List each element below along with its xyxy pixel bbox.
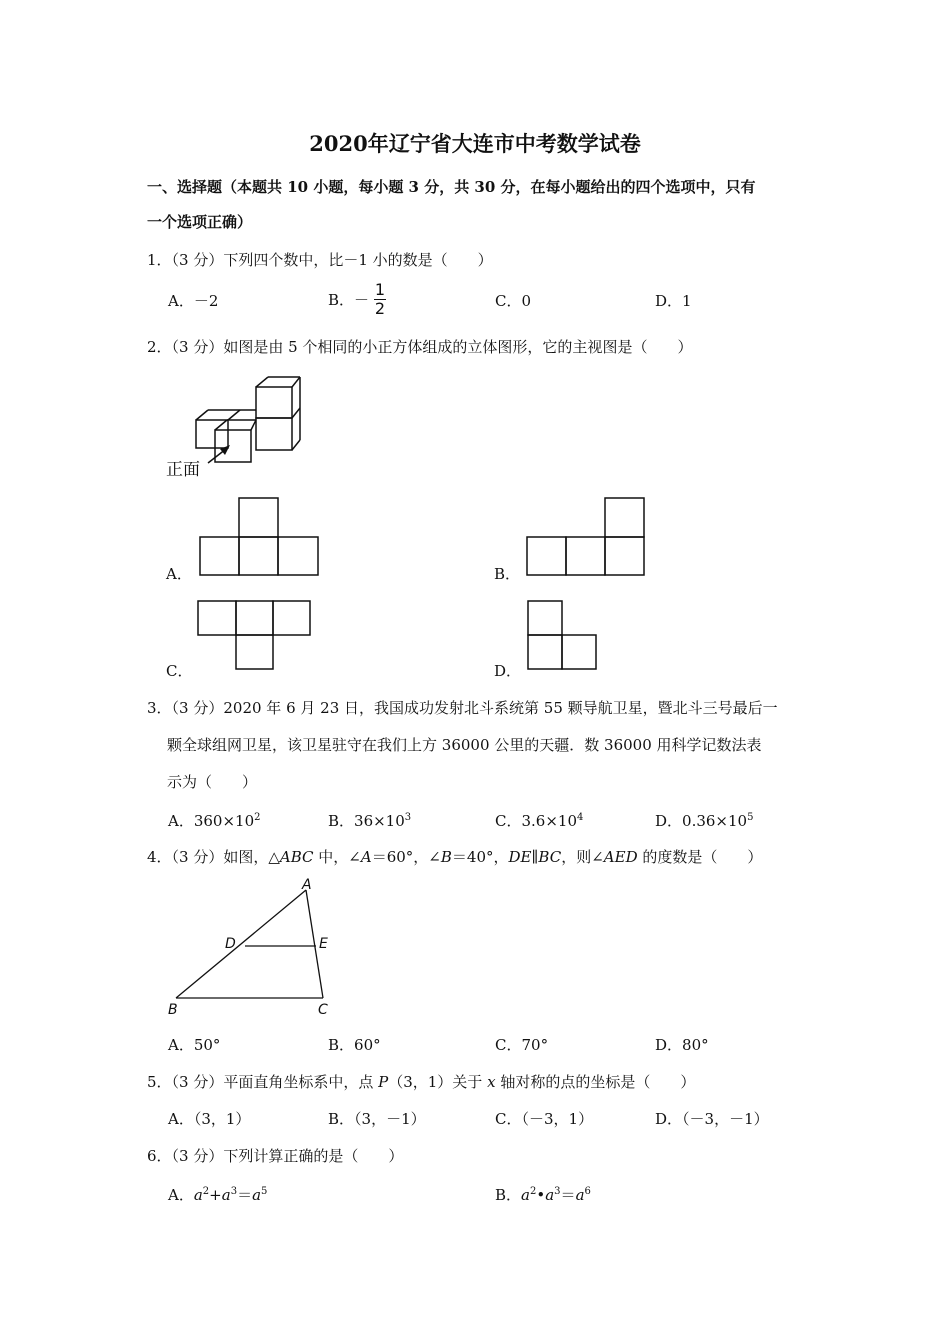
q4-stem-part6: ，则∠: [561, 848, 604, 866]
q1-stem: 1．（3 分）下列四个数中，比－1 小的数是（ ）: [147, 251, 493, 269]
q4-stem-a: A: [360, 848, 372, 866]
q4-label-b: B: [168, 1002, 178, 1018]
q3-option-b-base: B．36×10: [328, 812, 405, 830]
q2-option-a-figure: [199, 497, 321, 577]
q1-option-b-fraction: [374, 281, 386, 318]
q3-option-a-exp: 2: [254, 812, 261, 823]
q6-b-a2: a: [545, 1186, 555, 1204]
q4-option-c: C．70°: [495, 1036, 549, 1054]
q1-option-b: [328, 281, 386, 318]
a-bottom-left: [200, 537, 239, 575]
q5-stem: [147, 1071, 695, 1092]
q1-option-c: C．0: [495, 292, 532, 310]
page-title: 2020年辽宁省大连市中考数学试卷: [309, 131, 641, 156]
q3-line3: 示为（ ）: [167, 773, 258, 791]
q5-stem-x: x: [487, 1073, 496, 1091]
q2-option-d-figure: [527, 600, 599, 672]
section-heading-line1: 一、选择题（本题共 10 小题，每小题 3 分，共 30 分，在每小题给出的四个选项中，只有: [147, 178, 756, 196]
q6-b-a3: a: [575, 1186, 585, 1204]
q1-option-a: A．－2: [168, 292, 219, 310]
q6-a-a3: a: [252, 1186, 262, 1204]
cube-back-1-top3: [228, 410, 240, 420]
q5-option-d: D．（－3，－1）: [655, 1110, 769, 1128]
q6-b-e2: 3: [554, 1186, 561, 1197]
cube-tower-bottom: [256, 418, 292, 450]
q4-stem-part1: 4．（3 分）如图，△: [147, 848, 280, 866]
q6-b-e3: 6: [584, 1186, 591, 1197]
q2-option-c-label: C．: [166, 662, 193, 680]
q6-b-eq: ＝: [560, 1186, 576, 1204]
b-bottom-mid: [566, 537, 605, 575]
q5-stem-p: P: [378, 1073, 389, 1091]
b-bottom-right: [605, 537, 644, 575]
q5-option-b: B．（3，－1）: [328, 1110, 426, 1128]
q4-label-d: D: [225, 936, 236, 952]
q6-a-e1: 2: [202, 1186, 210, 1197]
c-bottom-mid: [236, 635, 273, 669]
b-top-square: [605, 498, 644, 537]
q4-stem-aed: AED: [603, 848, 638, 866]
q6-a-plus: +: [209, 1186, 222, 1204]
q4-stem-part3: ＝60°，∠: [371, 848, 441, 866]
q6-a-a2: a: [221, 1186, 231, 1204]
q6-b-dot: •: [536, 1186, 546, 1204]
section-heading-line2: 一个选项正确）: [147, 213, 253, 231]
q4-stem-abc: ABC: [279, 848, 314, 866]
q2-option-b-figure: [526, 497, 648, 577]
cube-tower-top-edge1: [256, 377, 268, 387]
q3-option-d-exp: 5: [747, 812, 754, 823]
q6-option-a: [168, 1184, 267, 1205]
q3-option-b-exp: 3: [404, 812, 412, 823]
d-bottom-left: [528, 635, 562, 669]
d-bottom-right: [562, 635, 596, 669]
q4-option-d: D．80°: [655, 1036, 709, 1054]
q6-a-e2: 3: [230, 1186, 238, 1197]
q3-option-b: [328, 810, 411, 831]
q6-a-eq: ＝: [237, 1186, 253, 1204]
q4-stem-part4: ＝40°，: [451, 848, 509, 866]
q6-a-label: A．: [168, 1186, 194, 1204]
c-top-left: [198, 601, 236, 635]
q6-b-label: B．: [495, 1186, 522, 1204]
q2-option-a-label: A．: [166, 565, 192, 583]
q2-stem: 2．（3 分）如图是由 5 个相同的小正方体组成的立体图形，它的主视图是（ ）: [147, 338, 693, 356]
q6-b-a1: a: [521, 1186, 530, 1204]
q3-option-d-base: D．0.36×10: [655, 812, 748, 830]
q3-option-d: [655, 810, 753, 831]
a-bottom-right: [278, 537, 318, 575]
a-bottom-mid: [239, 537, 278, 575]
cube-tower-top-edge3: [292, 377, 300, 387]
q1-option-b-numerator: 1: [374, 280, 385, 299]
cube-back-1-top: [196, 410, 208, 420]
q4-stem-part7: 的度数是（ ）: [637, 848, 763, 866]
q4-option-b: B．60°: [328, 1036, 381, 1054]
q3-option-c-base: C．3.6×10: [495, 812, 577, 830]
q4-stem-de: DE: [508, 848, 532, 866]
q4-stem-bc: BC: [538, 848, 562, 866]
d-top-left: [528, 601, 562, 635]
a-top-square: [239, 498, 278, 537]
cube-tower-side-bottom: [292, 440, 300, 450]
b-bottom-left: [527, 537, 566, 575]
q2-front-label: 正面: [166, 460, 200, 480]
c-top-right: [273, 601, 310, 635]
q1-option-b-denominator: 2: [374, 299, 385, 318]
q3-option-c: [495, 810, 583, 831]
q6-option-b: [495, 1184, 591, 1205]
q6-stem: 6．（3 分）下列计算正确的是（ ）: [147, 1147, 404, 1165]
q3-option-a: [168, 810, 261, 831]
cube-front: [215, 430, 251, 462]
q3-line1: 3．（3 分）2020 年 6 月 23 日，我国成功发射北斗系统第 55 颗导航卫星，暨北斗三号最后一: [147, 699, 778, 717]
c-top-mid: [236, 601, 273, 635]
front-arrow-head: [220, 445, 230, 455]
q5-option-c: C．（－3，1）: [495, 1110, 594, 1128]
q2-option-b-label: B．: [494, 565, 521, 583]
q6-a-a1: a: [193, 1186, 203, 1204]
q5-option-a: A．（3，1）: [168, 1110, 251, 1128]
q2-option-d-label: D．: [494, 662, 522, 680]
q4-label-c: C: [318, 1002, 328, 1018]
q3-option-a-base: A．360×10: [168, 812, 255, 830]
side-ab: [176, 890, 306, 998]
q6-b-e1: 2: [529, 1186, 537, 1197]
q4-stem-part2: 中，∠: [313, 848, 361, 866]
q3-option-c-exp: 4: [577, 812, 584, 823]
q4-label-a: A: [302, 877, 312, 893]
q4-triangle-figure: [165, 878, 345, 1018]
q5-stem-part1: 5．（3 分）平面直角坐标系中，点: [147, 1073, 379, 1091]
cube-back-1: [196, 420, 228, 448]
q4-stem: [147, 846, 762, 867]
q4-stem-part5: ∥: [531, 848, 539, 866]
q4-option-a: A．50°: [168, 1036, 221, 1054]
cube-tower-top: [256, 387, 292, 418]
q6-a-e3: 5: [261, 1186, 268, 1197]
cube-front-top-left: [215, 420, 227, 430]
q2-option-c-figure: [197, 600, 313, 672]
q1-option-b-prefix: B．－: [328, 291, 370, 309]
q4-stem-b: B: [440, 848, 452, 866]
q5-stem-part3: 轴对称的点的坐标是（ ）: [495, 1073, 696, 1091]
q4-label-e: E: [319, 936, 328, 952]
q3-line2: 颗全球组网卫星，该卫星驻守在我们上方 36000 公里的天疆．数 36000 用科学记数法表: [167, 736, 762, 754]
cube-tower-mid: [292, 408, 300, 418]
q5-stem-part2: （3，1）关于: [388, 1073, 488, 1091]
q1-option-d: D．1: [655, 292, 692, 310]
